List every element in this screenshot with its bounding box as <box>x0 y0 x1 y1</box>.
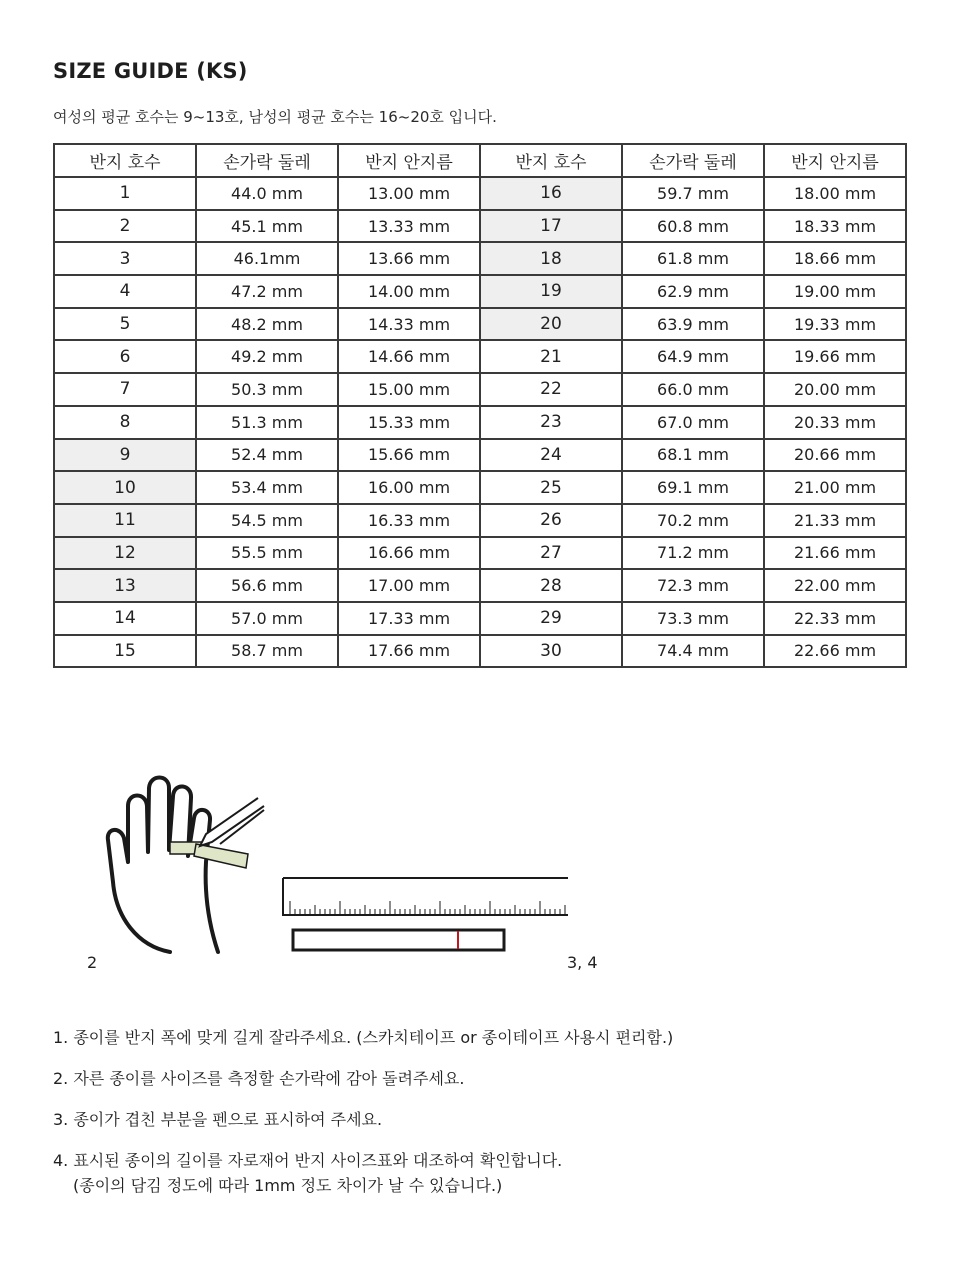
cell-inner-diameter: 20.33 mm <box>764 406 906 439</box>
measuring-illustration <box>80 770 580 960</box>
table-row <box>54 210 906 243</box>
cell-finger-circumference: 73.3 mm <box>622 602 764 635</box>
cell-inner-diameter: 17.33 mm <box>338 602 480 635</box>
cell-finger-circumference: 57.0 mm <box>196 602 338 635</box>
cell-finger-circumference: 63.9 mm <box>622 308 764 341</box>
cell-finger-circumference: 58.7 mm <box>196 635 338 668</box>
table-row <box>54 275 906 308</box>
cell-ring-size: 18 <box>480 242 622 275</box>
cell-ring-size: 17 <box>480 210 622 243</box>
cell-inner-diameter: 21.66 mm <box>764 537 906 570</box>
cell-ring-size: 9 <box>54 439 196 472</box>
cell-finger-circumference: 60.8 mm <box>622 210 764 243</box>
cell-finger-circumference: 68.1 mm <box>622 439 764 472</box>
cell-finger-circumference: 64.9 mm <box>622 340 764 373</box>
cell-inner-diameter: 19.33 mm <box>764 308 906 341</box>
cell-finger-circumference: 44.0 mm <box>196 177 338 210</box>
cell-ring-size: 25 <box>480 471 622 504</box>
step-3: 3. 종이가 겹친 부분을 펜으로 표시하여 주세요. <box>53 1110 383 1129</box>
cell-ring-size: 21 <box>480 340 622 373</box>
cell-finger-circumference: 70.2 mm <box>622 504 764 537</box>
ruler-icon <box>283 878 568 915</box>
table-row <box>54 635 906 668</box>
cell-finger-circumference: 55.5 mm <box>196 537 338 570</box>
hand-icon <box>108 778 218 953</box>
table-header-row <box>54 144 906 177</box>
cell-ring-size: 19 <box>480 275 622 308</box>
cell-inner-diameter: 18.33 mm <box>764 210 906 243</box>
cell-ring-size: 6 <box>54 340 196 373</box>
cell-inner-diameter: 21.00 mm <box>764 471 906 504</box>
cell-inner-diameter: 17.00 mm <box>338 569 480 602</box>
cell-ring-size: 29 <box>480 602 622 635</box>
cell-finger-circumference: 59.7 mm <box>622 177 764 210</box>
cell-ring-size: 20 <box>480 308 622 341</box>
table-row <box>54 242 906 275</box>
cell-finger-circumference: 54.5 mm <box>196 504 338 537</box>
header-ring-size: 반지 호수 <box>480 144 622 177</box>
table-row <box>54 504 906 537</box>
cell-ring-size: 1 <box>54 177 196 210</box>
cell-inner-diameter: 20.66 mm <box>764 439 906 472</box>
cell-finger-circumference: 72.3 mm <box>622 569 764 602</box>
cell-ring-size: 11 <box>54 504 196 537</box>
cell-ring-size: 30 <box>480 635 622 668</box>
cell-inner-diameter: 18.00 mm <box>764 177 906 210</box>
cell-ring-size: 4 <box>54 275 196 308</box>
cell-ring-size: 2 <box>54 210 196 243</box>
step-1: 1. 종이를 반지 폭에 맞게 길게 잘라주세요. (스카치테이프 or 종이테이프 사용시 편리함.) <box>53 1028 674 1047</box>
cell-inner-diameter: 17.66 mm <box>338 635 480 668</box>
table-row <box>54 569 906 602</box>
cell-inner-diameter: 14.33 mm <box>338 308 480 341</box>
cell-finger-circumference: 71.2 mm <box>622 537 764 570</box>
illustration-label-step-2: 2 <box>87 953 98 972</box>
cell-finger-circumference: 52.4 mm <box>196 439 338 472</box>
instruction-list <box>53 1027 673 1197</box>
step-2: 2. 자른 종이를 사이즈를 측정할 손가락에 감아 돌려주세요. <box>53 1069 465 1088</box>
cell-ring-size: 16 <box>480 177 622 210</box>
cell-finger-circumference: 56.6 mm <box>196 569 338 602</box>
cell-inner-diameter: 19.00 mm <box>764 275 906 308</box>
cell-inner-diameter: 16.00 mm <box>338 471 480 504</box>
table-row <box>54 537 906 570</box>
header-ring-size: 반지 호수 <box>54 144 196 177</box>
cell-ring-size: 26 <box>480 504 622 537</box>
cell-ring-size: 28 <box>480 569 622 602</box>
table-row <box>54 406 906 439</box>
cell-ring-size: 7 <box>54 373 196 406</box>
cell-finger-circumference: 69.1 mm <box>622 471 764 504</box>
cell-ring-size: 10 <box>54 471 196 504</box>
cell-inner-diameter: 20.00 mm <box>764 373 906 406</box>
cell-inner-diameter: 22.00 mm <box>764 569 906 602</box>
cell-finger-circumference: 47.2 mm <box>196 275 338 308</box>
cell-finger-circumference: 49.2 mm <box>196 340 338 373</box>
cell-finger-circumference: 46.1mm <box>196 242 338 275</box>
cell-finger-circumference: 61.8 mm <box>622 242 764 275</box>
table-row <box>54 439 906 472</box>
cell-ring-size: 13 <box>54 569 196 602</box>
step-4-note: (종이의 담김 정도에 따라 1mm 정도 차이가 날 수 있습니다.) <box>73 1176 503 1195</box>
header-finger-circumference: 손가락 둘레 <box>196 144 338 177</box>
cell-ring-size: 23 <box>480 406 622 439</box>
cell-inner-diameter: 14.66 mm <box>338 340 480 373</box>
cell-inner-diameter: 19.66 mm <box>764 340 906 373</box>
cell-inner-diameter: 15.00 mm <box>338 373 480 406</box>
size-table <box>53 143 907 668</box>
cell-finger-circumference: 51.3 mm <box>196 406 338 439</box>
cell-ring-size: 8 <box>54 406 196 439</box>
cell-inner-diameter: 16.66 mm <box>338 537 480 570</box>
table-row <box>54 373 906 406</box>
table-row <box>54 471 906 504</box>
header-inner-diameter: 반지 안지름 <box>338 144 480 177</box>
cell-finger-circumference: 62.9 mm <box>622 275 764 308</box>
cell-inner-diameter: 15.33 mm <box>338 406 480 439</box>
cell-ring-size: 5 <box>54 308 196 341</box>
cell-inner-diameter: 13.00 mm <box>338 177 480 210</box>
cell-ring-size: 3 <box>54 242 196 275</box>
cell-finger-circumference: 74.4 mm <box>622 635 764 668</box>
cell-inner-diameter: 18.66 mm <box>764 242 906 275</box>
cell-ring-size: 24 <box>480 439 622 472</box>
finger-tape-icon <box>170 842 248 868</box>
step-4-text: 4. 표시된 종이의 길이를 자로재어 반지 사이즈표와 대조하여 확인합니다. <box>53 1151 563 1170</box>
cell-inner-diameter: 13.66 mm <box>338 242 480 275</box>
cell-ring-size: 22 <box>480 373 622 406</box>
table-row <box>54 177 906 210</box>
cell-ring-size: 12 <box>54 537 196 570</box>
header-inner-diameter: 반지 안지름 <box>764 144 906 177</box>
table-row <box>54 308 906 341</box>
cell-inner-diameter: 21.33 mm <box>764 504 906 537</box>
table-row <box>54 340 906 373</box>
cell-finger-circumference: 67.0 mm <box>622 406 764 439</box>
cell-inner-diameter: 22.66 mm <box>764 635 906 668</box>
cell-inner-diameter: 16.33 mm <box>338 504 480 537</box>
cell-ring-size: 14 <box>54 602 196 635</box>
page-title: SIZE GUIDE (KS) <box>53 59 248 83</box>
cell-inner-diameter: 15.66 mm <box>338 439 480 472</box>
step-4 <box>53 1150 673 1197</box>
cell-finger-circumference: 48.2 mm <box>196 308 338 341</box>
cell-finger-circumference: 45.1 mm <box>196 210 338 243</box>
average-size-note: 여성의 평균 호수는 9~13호, 남성의 평균 호수는 16~20호 입니다. <box>53 108 497 126</box>
cell-finger-circumference: 50.3 mm <box>196 373 338 406</box>
cell-inner-diameter: 13.33 mm <box>338 210 480 243</box>
illustration-label-step-3-4: 3, 4 <box>567 953 598 972</box>
paper-strip-icon <box>293 930 504 950</box>
cell-finger-circumference: 53.4 mm <box>196 471 338 504</box>
cell-inner-diameter: 14.00 mm <box>338 275 480 308</box>
header-finger-circumference: 손가락 둘레 <box>622 144 764 177</box>
cell-finger-circumference: 66.0 mm <box>622 373 764 406</box>
table-row <box>54 602 906 635</box>
cell-ring-size: 27 <box>480 537 622 570</box>
cell-inner-diameter: 22.33 mm <box>764 602 906 635</box>
cell-ring-size: 15 <box>54 635 196 668</box>
